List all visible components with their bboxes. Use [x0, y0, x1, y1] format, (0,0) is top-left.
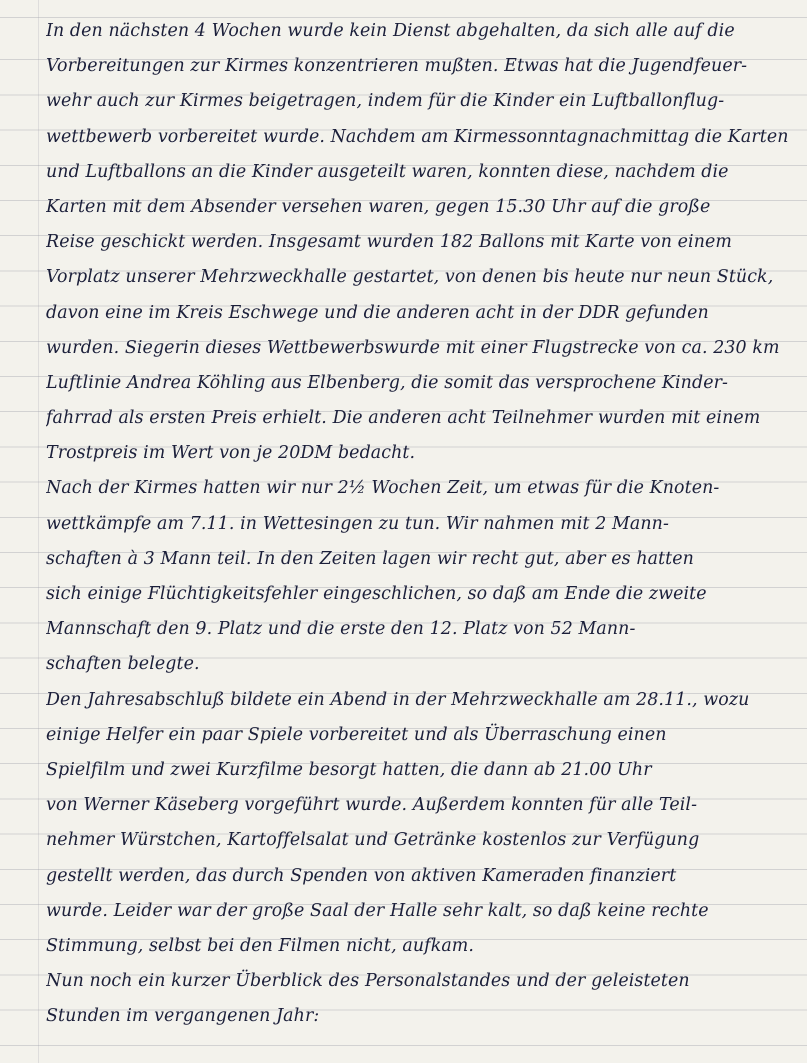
text-line: Mannschaft den 9. Platz und die erste den 12. Platz von 52 Mann- [46, 619, 636, 640]
text-line: wurden. Siegerin dieses Wettbewerbswurde mit einer Flugstrecke von ca. 230 km [46, 337, 780, 358]
text-line: Stimmung, selbst bei den Filmen nicht, aufkam. [46, 935, 475, 956]
text-line: wurde. Leider war der große Saal der Halle sehr kalt, so daß keine rechte [46, 900, 709, 921]
text-line: Vorbereitungen zur Kirmes konzentrieren mußten. Etwas hat die Jugendfeuer- [46, 56, 748, 77]
text-line: wettbewerb vorbereitet wurde. Nachdem am Kirmessonntagnachmittag die Karten [46, 126, 789, 147]
text-line: Nach der Kirmes hatten wir nur 2½ Wochen Zeit, um etwas für die Knoten- [46, 478, 720, 499]
text-line: einige Helfer ein paar Spiele vorbereitet und als Überraschung einen [46, 724, 667, 745]
text-line: wehr auch zur Kirmes beigetragen, indem für die Kinder ein Luftballonflug- [46, 91, 725, 112]
text-line: In den nächsten 4 Wochen wurde kein Dienst abgehalten, da sich alle auf die [46, 21, 735, 41]
text-line: davon eine im Kreis Eschwege und die anderen acht in der DDR gefunden [46, 302, 709, 323]
text-line: Reise geschickt werden. Insgesamt wurden 182 Ballons mit Karte von einem [46, 232, 733, 253]
text-line: Stunden im vergangenen Jahr: [46, 1006, 320, 1027]
text-line: Trostpreis im Wert von je 20DM bedacht. [46, 443, 416, 464]
text-line: Den Jahresabschluß bildete ein Abend in der Mehrzweckhalle am 28.11., wozu [46, 689, 750, 710]
handwritten-text [46, 14, 797, 1034]
text-line: gestellt werden, das durch Spenden von aktiven Kameraden finanziert [46, 865, 677, 886]
text-line: fahrrad als ersten Preis erhielt. Die anderen acht Teilnehmer wurden mit einem [46, 408, 761, 429]
text-line: Nun noch ein kurzer Überblick des Personalstandes und der geleisteten [46, 971, 690, 992]
text-line: und Luftballons an die Kinder ausgeteilt waren, konnten diese, nachdem die [46, 161, 729, 182]
text-line: Spielfilm und zwei Kurzfilme besorgt hatten, die dann ab 21.00 Uhr [46, 759, 652, 780]
text-line: Vorplatz unserer Mehrzweckhalle gestartet, von denen bis heute nur neun Stück, [46, 267, 774, 288]
text-line: Karten mit dem Absender versehen waren, gegen 15.30 Uhr auf die große [46, 196, 711, 217]
text-line: wettkämpfe am 7.11. in Wettesingen zu tun. Wir nahmen mit 2 Mann- [46, 513, 669, 534]
text-line: sich einige Flüchtigkeitsfehler eingeschlichen, so daß am Ende die zweite [46, 584, 707, 604]
text-line: nehmer Würstchen, Kartoffelsalat und Getränke kostenlos zur Verfügung [46, 830, 700, 851]
text-line: schaften à 3 Mann teil. In den Zeiten lagen wir recht gut, aber es hatten [46, 548, 694, 569]
text-line: Luftlinie Andrea Köhling aus Elbenberg, die somit das versprochene Kinder- [46, 372, 728, 393]
margin-line [38, 0, 39, 1063]
text-line: schaften belegte. [46, 654, 200, 675]
text-line: von Werner Käseberg vorgeführt wurde. Außerdem konnten für alle Teil- [46, 795, 698, 816]
